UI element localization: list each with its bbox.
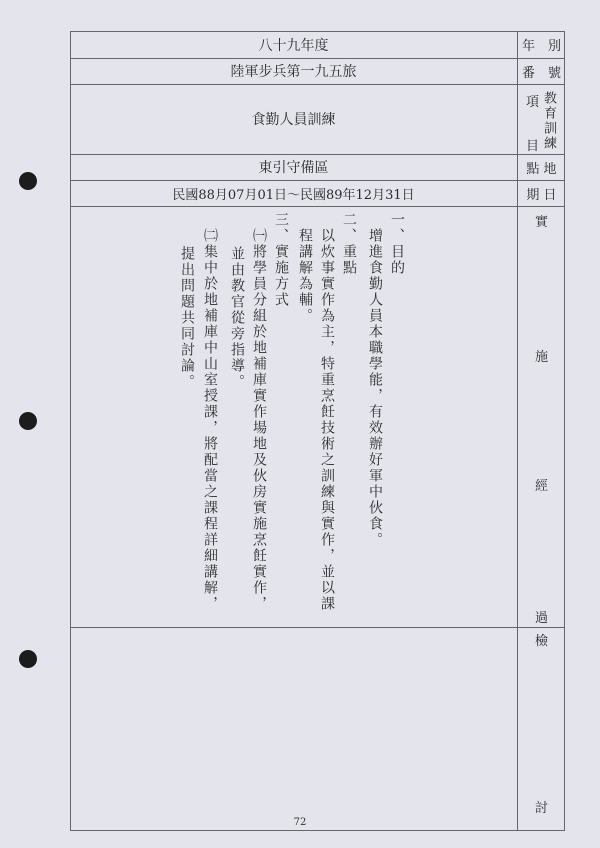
side-label-tao: 討: [535, 801, 549, 816]
unit-label: 番 號: [521, 65, 561, 81]
section-2-title: 二、重點: [341, 212, 357, 276]
side-label-jing: 經: [535, 479, 549, 494]
side-label-shi: 實: [535, 215, 549, 230]
side-label-guo: 過: [535, 611, 549, 626]
period-value: 民國88月07月01日～民國89年12月31日: [172, 187, 415, 203]
item-label-education-training: 教育訓練: [541, 91, 556, 151]
location-value: 東引守備區: [258, 160, 329, 176]
binder-hole: [19, 412, 37, 430]
page-number: 72: [293, 817, 307, 828]
period-label: 期 日: [526, 187, 557, 203]
section-1-body: 增進食勤人員本職學能，有效辦好軍中伙食。: [367, 228, 383, 548]
unit-value: 陸軍步兵第一九五旅: [230, 64, 357, 80]
binder-hole: [19, 172, 37, 190]
section-3-title: 三、實施方式: [273, 212, 289, 308]
binder-hole: [19, 650, 37, 668]
section-2-body-line2: 程講解為輔。: [297, 228, 313, 324]
label-column-divider: [517, 31, 518, 831]
section-1-title: 一、目的: [389, 212, 405, 276]
section-3-item-1-line1: ㈠將學員分組於地補庫實作場地及伙房實施烹飪實作，: [251, 228, 267, 612]
section-3-item-2-line1: ㈡集中於地補庫中山室授課，將配當之課程詳細講解，: [202, 228, 218, 612]
section-3-item-2-line2: 提出問題共同討論。: [179, 246, 195, 390]
section-3-item-1-line2: 並由教官從旁指導。: [229, 246, 245, 390]
item-label-mu: 目: [526, 139, 540, 154]
item-value: 食勤人員訓練: [251, 112, 336, 128]
row-divider: [70, 206, 565, 207]
item-label-xiang: 項: [526, 95, 540, 110]
year-label: 年 別: [521, 39, 561, 54]
side-label-jian: 檢: [535, 634, 549, 649]
side-label-shi2: 施: [535, 350, 549, 365]
year-value: 八十九年度: [258, 37, 329, 54]
section-2-body-line1: 以炊事實作為主，特重烹飪技術之訓練與實作，並以課: [319, 228, 335, 612]
row-divider: [70, 627, 565, 628]
location-label: 點 地: [526, 161, 557, 177]
